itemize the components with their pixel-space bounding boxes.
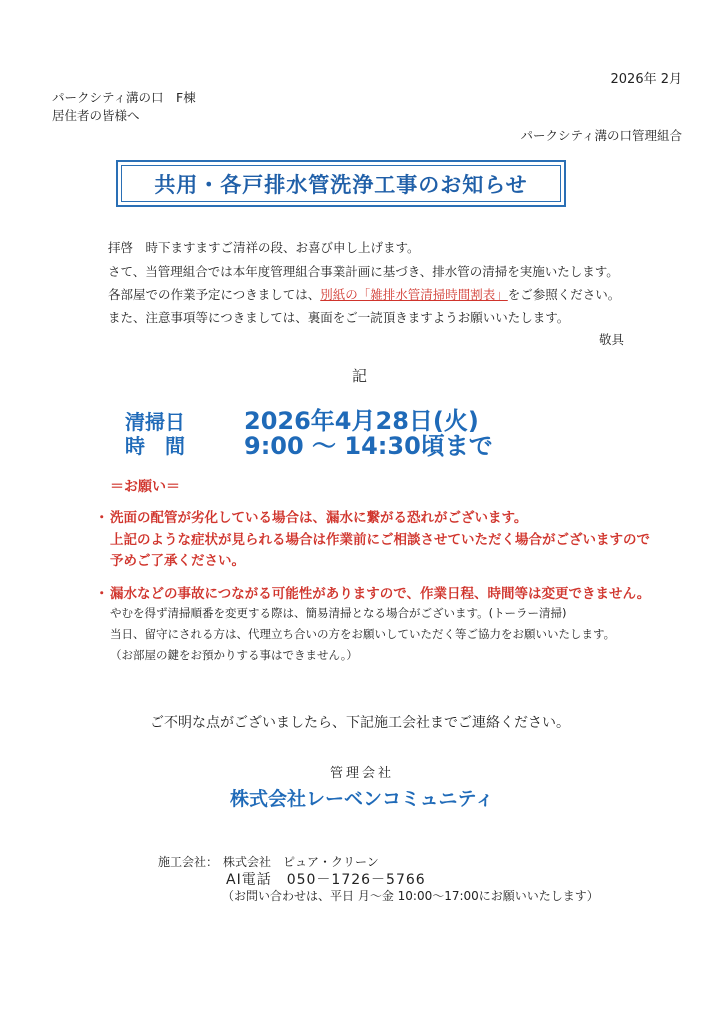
request-2-note-2: 当日、留守にされる方は、代理立ち合いの方をお願いしていただく等ご協力をお願いいたします。 [110, 627, 616, 641]
greeting-line-4: また、注意事項等につきましては、裏面をご一読頂きますようお願いいたします。 [108, 310, 570, 325]
issue-date: 2026年 2月 [610, 72, 682, 87]
greeting-line-3-post: をご参照ください。 [507, 287, 621, 302]
recipient-residents: 居住者の皆様へ [52, 108, 140, 123]
contact-hours: （お問い合わせは、平日 月～金 10:00～17:00にお願いいたします） [222, 889, 599, 903]
greeting-line-3 [108, 285, 620, 303]
title-box [116, 160, 566, 207]
sender: パークシティ溝の口管理組合 [520, 128, 682, 143]
management-company-label: 管理会社 [329, 766, 394, 781]
request-1-line-1: 洗面の配管が劣化している場合は、漏水に繋がる恐れがございます。 [110, 510, 528, 526]
request-2-line-1: 漏水などの事故につながる可能性がありますので、作業日程、時間等は変更できません。 [110, 586, 651, 602]
greeting-line-1: 拝啓 時下ますますご清祥の段、お喜び申し上げます。 [108, 240, 420, 255]
document-title: 共用・各戸排水管洗浄工事のお知らせ [121, 165, 561, 202]
request-2-note-3: （お部屋の鍵をお預かりする事はできません。） [110, 648, 358, 662]
ki-mark: 記 [352, 367, 368, 385]
recipient-building: パークシティ溝の口 F棟 [52, 90, 196, 105]
schedule-date-label: 清掃日 [125, 410, 185, 434]
request-1-line-2: 上記のような症状が見られる場合は作業前にご相談させていただく場合がございますので [110, 532, 650, 548]
schedule-date-value: 2026年4月28日(火) [244, 407, 479, 435]
contact-message: ご不明な点がございましたら、下記施工会社までご連絡ください。 [150, 715, 570, 731]
schedule-time-label: 時 間 [125, 434, 185, 458]
requests-title: ＝お願い＝ [110, 479, 180, 495]
contractor-name: 株式会社 ピュア・クリーン [223, 855, 379, 869]
timetable-link[interactable]: 別紙の「雑排水管清掃時間割表」 [320, 287, 508, 302]
schedule-time-value: 9:00 ～ 14:30頃まで [244, 432, 493, 460]
bullet-2: ・ [95, 586, 109, 602]
bullet-1: ・ [95, 510, 109, 526]
management-company-name: 株式会社レーベンコミュニティ [229, 788, 495, 810]
greeting-line-2: さて、当管理組合では本年度管理組合事業計画に基づき、排水管の清掃を実施いたします。 [108, 264, 619, 279]
contractor-phone[interactable]: AI電話 050－1726－5766 [226, 872, 426, 888]
request-1-line-3: 予めご了承ください。 [110, 553, 245, 569]
contractor-label: 施工会社： [158, 855, 219, 869]
request-2-note-1: やむを得ず清掃順番を変更する際は、簡易清掃となる場合がございます。(トーラー清掃) [110, 606, 567, 620]
closing: 敬具 [598, 332, 624, 347]
greeting-line-3-pre: 各部屋での作業予定につきましては、 [108, 287, 321, 302]
